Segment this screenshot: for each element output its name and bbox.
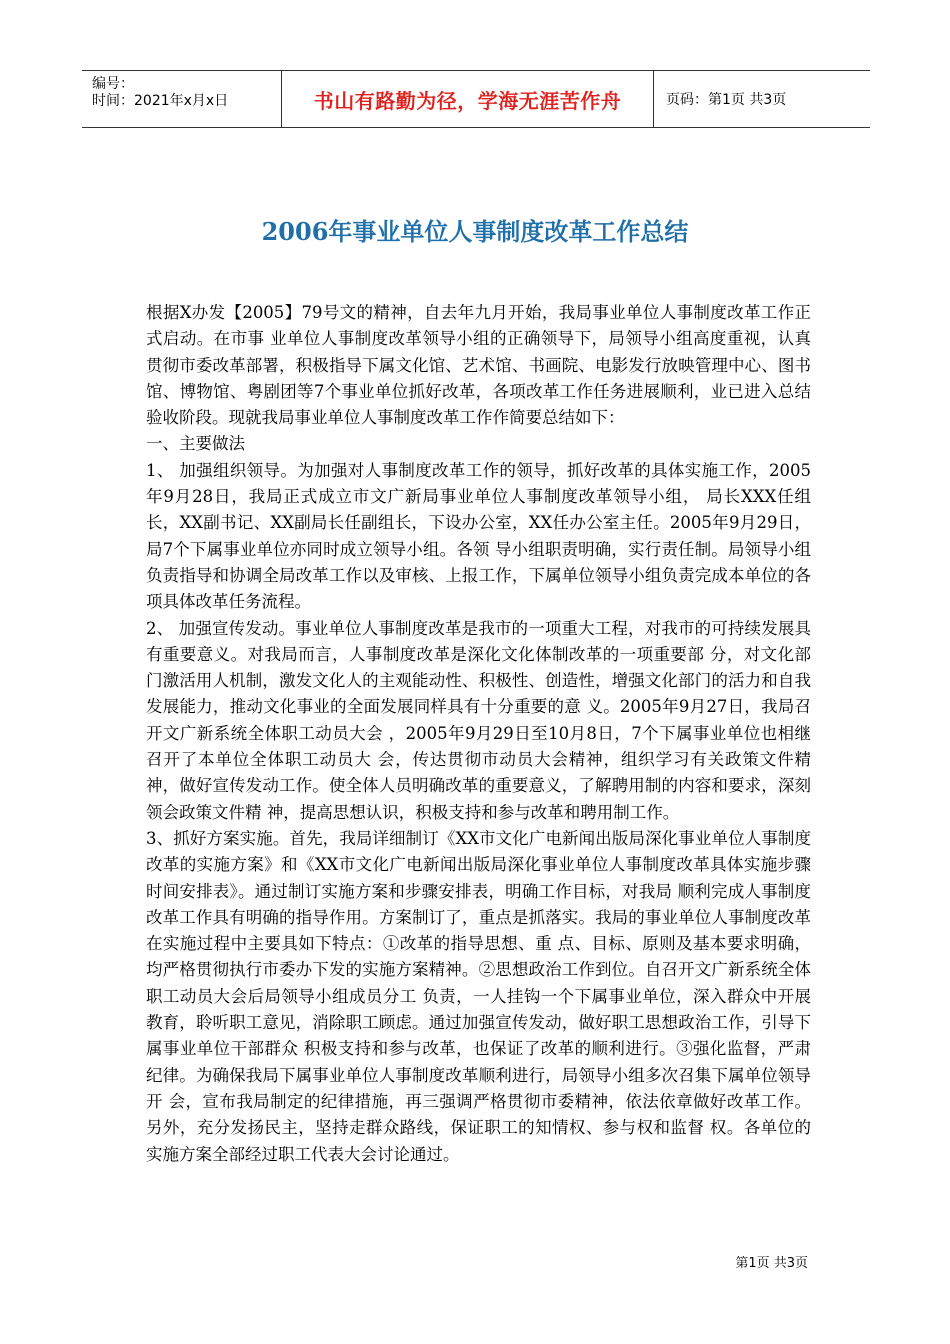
paragraph-item-2: 2、 加强宣传发动。事业单位人事制度改革是我市的一项重大工程，对我市的可持续发展具有重要意义。对我局而言，人事制度改革是深化文化体制改革的一项重要部 分，对文化部门激活用人机制，激发文化人的主观能动性、积极性、创造性，增强文化部门的活力和自我发展能力，推动文化事业的全面发展同样具有十分重要的意 义。2005年9月27日，我局召开文广新系统全体职工动员大会 ，2005年9月29日至10月8日，7个下属事业单位也相继召开了本单位全体职工动员大 会，传达贯彻市动员大会精神，组织学习有关政策文件精神，做好宣传发动工作。使全体人员明确改革的重要意义，了解聘用制的内容和要求，深刻领会政策文件精 神，提高思想认识，积极支持和参与改革和聘用制工作。 [146,618,811,822]
footer-page-info: 第1页 共3页 [735,1256,808,1271]
document-title: 2006年事业单位人事制度改革工作总结 [261,217,689,246]
document-time-label: 时间：2021年x月x日 [92,93,229,109]
document-header [82,70,870,128]
header-meta [82,71,282,127]
header-motto-cell [282,71,654,127]
header-page-cell [654,71,870,127]
section-heading: 一、主要做法 [146,434,245,454]
paragraph-item-1: 1、 加强组织领导。为加强对人事制度改革工作的领导，抓好改革的具体实施工作，2005年9月28日，我局正式成立市文广新局事业单位人事制度改革领导小组， 局长XXX任组长，XX副书记、XX副局长任副组长，下设办公室，XX任办公室主任。2005年9月29日，局7个下属事业单位亦同时成立领导小组。各领 导小组职责明确，实行责任制。局领导小组负责指导和协调全局改革工作以及审核、上报工作，下属单位领导小组负责完成本单位的各项具体改革任务流程。 [146,460,811,612]
header-page-info: 页码：第1页 共3页 [666,92,787,108]
paragraph-item-3: 3、抓好方案实施。首先，我局详细制订《XX市文化广电新闻出版局深化事业单位人事制度 改革的实施方案》和《XX市文化广电新闻出版局深化事业单位人事制度改革具体实施步骤时间安排表》。通过制订实施方案和步骤安排表，明确工作目标，对我局 顺利完成人事制度改革工作具有明确的指导作用。方案制订了，重点是抓落实。我局的事业单位人事制度改革在实施过程中主要具如下特点：①改革的指导思想、重 点、目标、原则及基本要求明确，均严格贯彻执行市委办下发的实施方案精神。②思想政治工作到位。自召开文广新系统全体职工动员大会后局领导小组成员分工 负责，一人挂钩一个下属事业单位，深入群众中开展教育，聆听职工意见，消除职工顾虑。通过加强宣传发动，做好职工思想政治工作，引导下属事业单位干部群众 积极支持和参与改革，也保证了改革的顺利进行。③强化监督，严肃纪律。为确保我局下属事业单位人事制度改革顺利进行，局领导小组多次召集下属单位领导开 会，宣布我局制定的纪律措施，再三强调严格贯彻市委精神，依法依章做好改革工作。另外，充分发扬民主，坚持走群众路线，保证职工的知情权、参与权和监督 权。各单位的实施方案全部经过职工代表大会讨论通过。 [146,828,811,1164]
document-body [146,300,811,1168]
header-motto: 书山有路勤为径，学海无涯苦作舟 [313,88,622,113]
document-number-label: 编号： [92,76,134,92]
paragraph-intro: 根据X办发【2005】79号文的精神，自去年九月开始，我局事业单位人事制度改革工作正式启动。在市事 业单位人事制度改革领导小组的正确领导下，局领导小组高度重视，认真贯彻市委改革部署，积极指导下属文化馆、艺术馆、书画院、电影发行放映管理中心、图书 馆、博物馆、粤剧团等7个事业单位抓好改革，各项改革工作任务进展顺利，业已进入总结验收阶段。现就我局事业单位人事制度改革工作作简要总结如下： [146,303,811,428]
